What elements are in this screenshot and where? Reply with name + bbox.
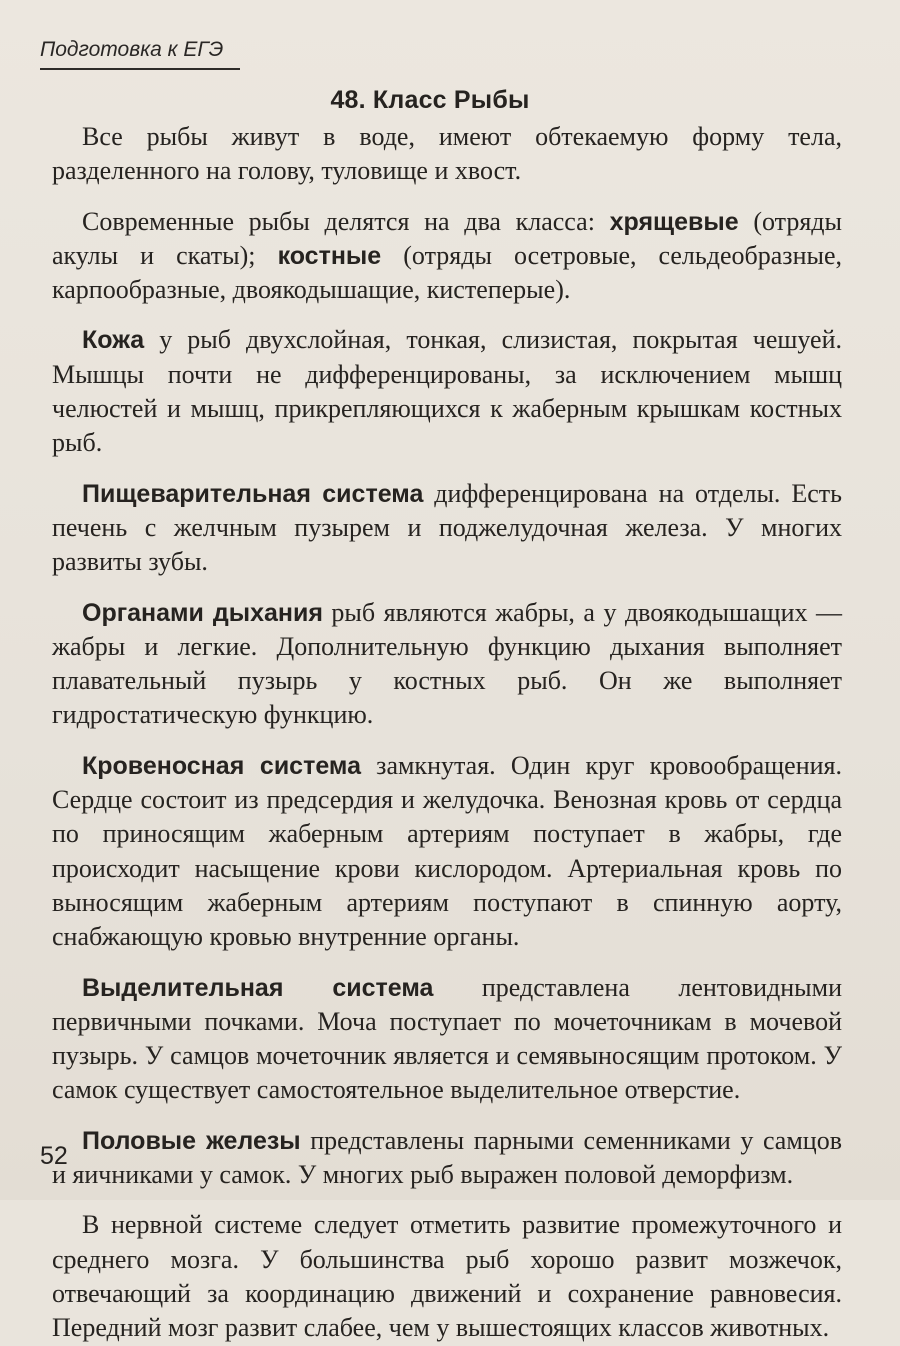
text: (отряды акулы и скаты);	[52, 206, 843, 270]
text: дифференцирована на отделы. Есть печень с желчным пузырем и поджелудочная железа. У многих развиты зубы.	[52, 478, 843, 577]
paragraph-reproductive	[52, 1124, 842, 1193]
paragraph-nervous: В нервной системе следует отметить развитие промежуточного и среднего мозга. У большинства рыб хорошо развит мозжечок, отвечающий за координацию движений и сохранение равновесия. Передний мозг развит слабее, чем у вышестоящих классов животных.	[52, 1210, 842, 1343]
paragraph-respiratory	[52, 596, 842, 733]
term-bony: костные	[277, 241, 382, 270]
body-text	[52, 120, 842, 1346]
text: у рыб двухслойная, тонкая, слизистая, покрытая чешуей. Мышцы почти не дифференцированы, за исключением мышц челюстей и мышц, прикрепляющихся к жаберным крышкам костных рыб.	[52, 325, 842, 458]
term-respiratory: Органами дыхания	[82, 598, 323, 627]
text: рыб являются жабры, а у двоякодышащих — жабры и легкие. Дополнительную функцию дыхания выполняет плавательный пузырь у костных рыб. Он же выполняет гидростатическую функцию.	[52, 597, 842, 730]
running-header: Подготовка к ЕГЭ	[40, 38, 240, 70]
text: (отряды осетровые, сельдеобразные, карпообразные, двоякодышащие, кистеперые).	[52, 240, 842, 305]
paragraph-classes	[52, 205, 842, 308]
text: представлены парными семенниками у самцов и яичниками у самок. У многих рыб выражен половой деморфизм.	[52, 1125, 842, 1190]
text: представлена лентовидными первичными почками. Моча поступает по мочеточникам в мочевой пузырь. У самцов мочеточник является и семявыносящим протоком. У самок существует самостоятельное выделительное отверстие.	[52, 972, 842, 1105]
section-title: 48. Класс Рыбы	[330, 86, 530, 114]
term-skin: Кожа	[82, 326, 145, 355]
text: замкнутая. Один круг кровообращения. Сердце состоит из предсердия и желудочка. Венозная кровь от сердца по приносящим жаберным артериям поступает в жабры, где происходит насыщение крови кислородом. Артериальная кровь по выносящим жаберным артериям поступают в спинную аорту, снабжающую кровью внутренние органы.	[52, 750, 843, 952]
term-reproductive: Половые железы	[82, 1126, 301, 1155]
term-digestive: Пищеварительная система	[82, 479, 424, 508]
paragraph-intro: Все рыбы живут в воде, имеют обтекаемую форму тела, разделенного на голову, туловище и хвост.	[52, 122, 842, 186]
term-excretory: Выделительная система	[82, 973, 434, 1002]
page-number: 52	[40, 1142, 68, 1170]
paragraph-digestive	[52, 477, 842, 580]
paragraph-skin	[52, 323, 842, 460]
term-circulatory: Кровеносная система	[82, 751, 361, 780]
paragraph-circulatory	[52, 749, 842, 955]
text: Современные рыбы делятся на два класса:	[82, 206, 610, 236]
term-cartilaginous: хрящевые	[609, 207, 739, 236]
paragraph-excretory	[52, 971, 842, 1108]
